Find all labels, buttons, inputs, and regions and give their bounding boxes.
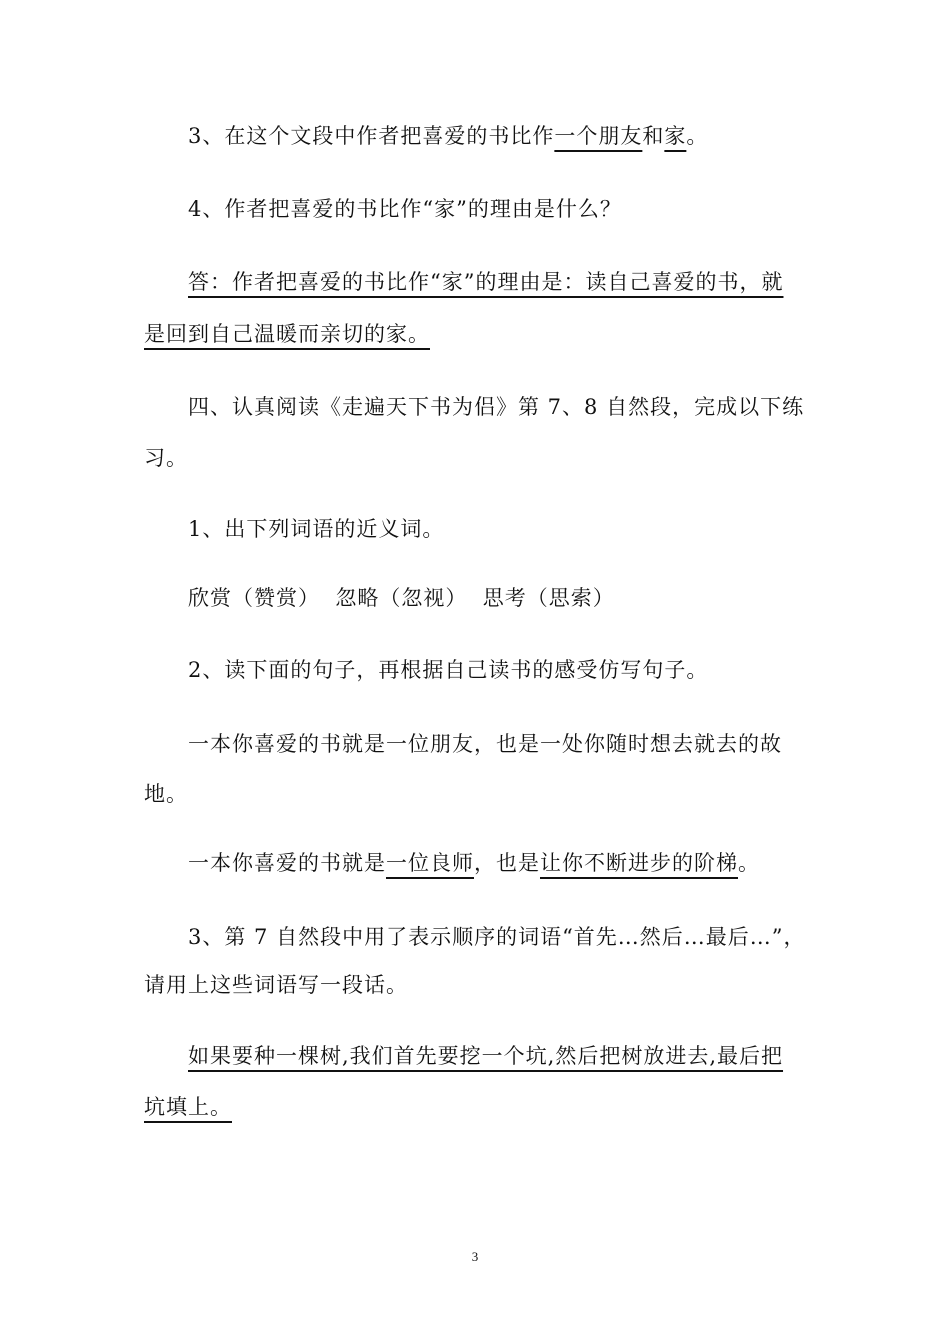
item2-example-line1: 一本你喜爱的书就是一位朋友，也是一处你随时想去就去的故 xyxy=(188,732,782,756)
q3-line xyxy=(188,121,708,151)
q4-answer-line1 xyxy=(188,267,783,297)
q3-answer-home: 家 xyxy=(664,124,687,148)
q4-answer-line2 xyxy=(144,319,430,349)
imitation-answer2: 让你不断进步的阶梯 xyxy=(540,851,738,875)
q4-question: 4、作者把喜爱的书比作“家”的理由是什么？ xyxy=(188,197,622,221)
q3-answer-friend: 一个朋友 xyxy=(554,124,643,148)
item3-instruction-line1: 3、第 7 自然段中用了表示顺序的词语“首先…然后…最后…”， xyxy=(188,925,806,949)
imitation-end: 。 xyxy=(738,851,760,875)
page-number: 3 xyxy=(471,1249,479,1264)
item2-example-line2: 地。 xyxy=(144,782,188,806)
item3-instruction-line2: 请用上这些词语写一段话。 xyxy=(144,973,408,997)
item1-synonyms: 欣赏（赞赏） 忽略（忽视） 思考（思索） xyxy=(188,586,615,610)
q3-end: 。 xyxy=(686,124,709,148)
item3-answer-line1 xyxy=(188,1041,783,1071)
item2-instruction: 2、读下面的句子，再根据自己读书的感受仿写句子。 xyxy=(188,658,709,682)
q3-connector: 和 xyxy=(642,124,665,148)
section4-heading-line2: 习。 xyxy=(144,446,188,470)
q4-answer-text2: 是回到自己温暖而亲切的家。 xyxy=(144,322,430,346)
item3-answer-text2: 坑填上。 xyxy=(144,1095,232,1119)
item3-answer-line2 xyxy=(144,1092,232,1122)
item2-imitation-line xyxy=(188,848,760,878)
imitation-answer1: 一位良师 xyxy=(386,851,474,875)
q4-answer-text1: 答：作者把喜爱的书比作“家”的理由是：读自己喜爱的书，就 xyxy=(188,270,784,294)
imitation-text1: 一本你喜爱的书就是 xyxy=(188,851,386,875)
section4-heading-line1: 四、认真阅读《走遍天下书为侣》第 7、8 自然段，完成以下练 xyxy=(188,395,805,419)
item1-instruction: 1、出下列词语的近义词。 xyxy=(188,517,445,541)
item3-answer-text1: 如果要种一棵树,我们首先要挖一个坑,然后把树放进去,最后把 xyxy=(188,1044,784,1068)
imitation-text2: ，也是 xyxy=(474,851,540,875)
q3-text: 3、在这个文段中作者把喜爱的书比作 xyxy=(188,124,555,148)
